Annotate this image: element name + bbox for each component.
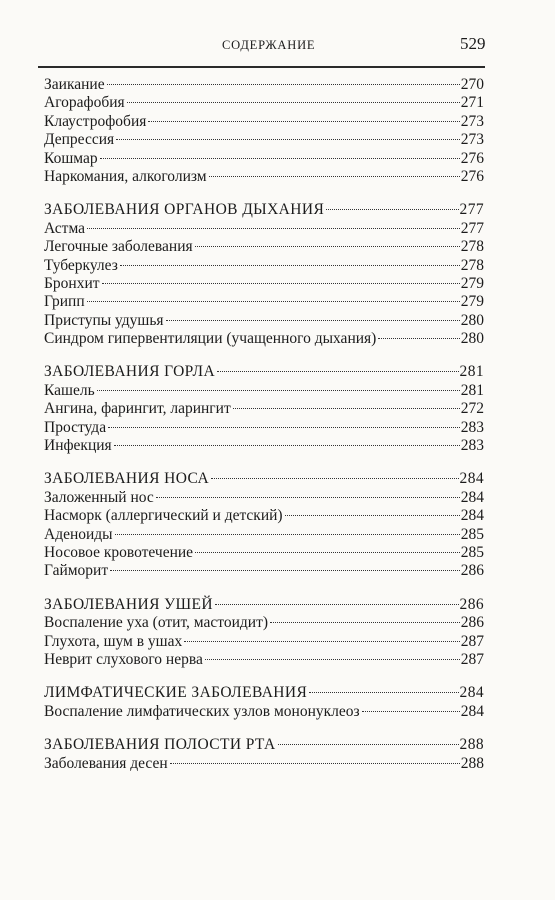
toc-entry: [44, 168, 484, 186]
toc-entry-label: Грипп: [44, 293, 85, 311]
toc-page-number: 286: [460, 562, 484, 580]
toc-entry-label: Кошмар: [44, 149, 98, 167]
dot-leader: [116, 139, 460, 140]
toc-entry-label: Бронхит: [44, 274, 100, 292]
table-of-contents: [44, 76, 484, 788]
dot-leader: [170, 763, 460, 764]
toc-entry: [44, 419, 484, 437]
page-number: 529: [460, 34, 486, 53]
toc-entry-label: Кашель: [44, 381, 95, 399]
toc-entry: [44, 544, 484, 562]
toc-entry: [44, 150, 484, 168]
toc-section: [44, 596, 484, 670]
toc-page-number: 277: [460, 219, 484, 237]
toc-entry: [44, 703, 484, 721]
dot-leader: [309, 692, 458, 693]
toc-entry-label: Заикание: [44, 76, 105, 93]
toc-entry-label: Агорафобия: [44, 94, 125, 112]
dot-leader: [120, 265, 460, 266]
dot-leader: [110, 570, 460, 571]
toc-entry-label: Воспаление лимфатических узлов мононуклеоз: [44, 702, 360, 720]
toc-entry-label: Наркомания, алкоголизм: [44, 167, 207, 185]
toc-page-number: 288: [459, 736, 484, 754]
dot-leader: [102, 283, 460, 284]
toc-entry-label: Астма: [44, 219, 86, 237]
toc-entry-label: Легочные заболевания: [44, 238, 193, 256]
toc-section: [44, 684, 484, 721]
dot-leader: [97, 390, 460, 391]
dot-leader: [215, 604, 459, 605]
toc-entry: [44, 220, 484, 238]
toc-page-number: 278: [460, 238, 484, 256]
toc-entry: [44, 507, 484, 525]
dot-leader: [87, 228, 460, 229]
toc-page-number: 284: [460, 488, 484, 506]
toc-entry: [44, 382, 484, 400]
toc-section: [44, 736, 484, 773]
section-heading-label: ЗАБОЛЕВАНИЯ ПОЛОСТИ РТА: [44, 736, 276, 754]
toc-entry: [44, 257, 484, 275]
toc-page-number: 287: [460, 632, 484, 650]
dot-leader: [278, 744, 459, 745]
running-title: СОДЕРЖАНИЕ: [222, 38, 316, 52]
toc-entry-label: Гайморит: [44, 562, 109, 580]
dot-leader: [378, 338, 459, 339]
dot-leader: [166, 320, 460, 321]
toc-page-number: 277: [459, 201, 484, 219]
dot-leader: [233, 408, 460, 409]
toc-entry-label: Инфекция: [44, 437, 112, 455]
toc-entry: [44, 113, 484, 131]
toc-entry-label: Глухота, шум в ушах: [44, 632, 183, 650]
dot-leader: [362, 711, 460, 712]
dot-leader: [156, 497, 460, 498]
toc-entry: [44, 76, 484, 94]
toc-entry: [44, 437, 484, 455]
dot-leader: [108, 427, 460, 428]
dot-leader: [195, 246, 460, 247]
dot-leader: [87, 301, 460, 302]
toc-entry-label: Заболевания десен: [44, 754, 168, 772]
dot-leader: [285, 515, 460, 516]
toc-entry-label: Насморк (аллергический и детский): [44, 507, 283, 525]
toc-page-number: 273: [460, 131, 484, 149]
dot-leader: [217, 371, 459, 372]
toc-page-number: 279: [460, 274, 484, 292]
dot-leader: [107, 84, 460, 85]
section-heading-label: ЛИМФАТИЧЕСКИЕ ЗАБОЛЕВАНИЯ: [44, 684, 308, 702]
dot-leader: [209, 176, 460, 177]
section-heading: [44, 201, 484, 219]
toc-entry: [44, 293, 484, 311]
dot-leader: [100, 158, 460, 159]
section-heading-label: ЗАБОЛЕВАНИЯ ГОРЛА: [44, 363, 216, 381]
section-heading: [44, 363, 484, 381]
toc-page-number: 279: [460, 293, 484, 311]
toc-page-number: 280: [460, 311, 484, 329]
toc-entry: [44, 238, 484, 256]
toc-section: [44, 363, 484, 455]
toc-page-number: 281: [460, 381, 484, 399]
toc-page-number: 283: [460, 437, 484, 455]
toc-entry: [44, 633, 484, 651]
toc-entry-label: Носовое кровотечение: [44, 543, 194, 561]
toc-section: [44, 76, 484, 186]
toc-page-number: 273: [460, 112, 484, 130]
toc-entry: [44, 651, 484, 669]
toc-entry: [44, 330, 484, 348]
section-heading: [44, 596, 484, 614]
toc-entry: [44, 614, 484, 632]
toc-page-number: 272: [460, 400, 484, 418]
toc-section: [44, 470, 484, 580]
dot-leader: [114, 445, 460, 446]
dot-leader: [148, 121, 459, 122]
section-heading: [44, 684, 484, 702]
toc-page-number: 284: [459, 470, 484, 488]
toc-entry-label: Ангина, фарингит, ларингит: [44, 400, 231, 418]
toc-entry-label: Аденоиды: [44, 525, 113, 543]
section-heading-label: ЗАБОЛЕВАНИЯ ОРГАНОВ ДЫХАНИЯ: [44, 201, 325, 219]
toc-entry-label: Простуда: [44, 418, 107, 436]
toc-page-number: 285: [460, 543, 484, 561]
toc-page-number: 270: [460, 76, 484, 93]
toc-entry-label: Воспаление уха (отит, мастоидит): [44, 614, 269, 632]
dot-leader: [115, 534, 460, 535]
toc-entry: [44, 94, 484, 112]
toc-entry: [44, 526, 484, 544]
toc-page-number: 287: [460, 650, 484, 668]
section-heading: [44, 736, 484, 754]
toc-entry: [44, 131, 484, 149]
toc-entry-label: Неврит слухового нерва: [44, 650, 203, 668]
section-heading-label: ЗАБОЛЕВАНИЯ НОСА: [44, 470, 210, 488]
toc-page-number: 284: [459, 684, 484, 702]
section-heading-label: ЗАБОЛЕВАНИЯ УШЕЙ: [44, 595, 213, 613]
toc-entry: [44, 400, 484, 418]
section-heading: [44, 470, 484, 488]
toc-page-number: 284: [460, 507, 484, 525]
toc-page-number: 286: [459, 595, 484, 613]
toc-entry: [44, 755, 484, 773]
toc-entry-label: Клаустрофобия: [44, 112, 147, 130]
toc-entry: [44, 562, 484, 580]
toc-entry-label: Депрессия: [44, 131, 115, 149]
dot-leader: [326, 209, 458, 210]
dot-leader: [211, 478, 458, 479]
toc-entry: [44, 489, 484, 507]
toc-page-number: 281: [459, 363, 484, 381]
toc-page-number: 276: [460, 167, 484, 185]
toc-page-number: 285: [460, 525, 484, 543]
toc-page-number: 288: [460, 754, 484, 772]
toc-page-number: 283: [460, 418, 484, 436]
toc-page-number: 278: [460, 256, 484, 274]
toc-page-number: 286: [460, 614, 484, 632]
toc-entry: [44, 312, 484, 330]
dot-leader: [195, 552, 460, 553]
toc-entry: [44, 275, 484, 293]
dot-leader: [205, 659, 460, 660]
header-rule: [38, 66, 485, 68]
dot-leader: [127, 102, 460, 103]
toc-entry-label: Приступы удушья: [44, 311, 164, 329]
page-header: [0, 0, 555, 70]
toc-page-number: 276: [460, 149, 484, 167]
toc-section: [44, 201, 484, 348]
dot-leader: [184, 641, 459, 642]
dot-leader: [270, 622, 460, 623]
toc-page-number: 271: [460, 94, 484, 112]
toc-entry-label: Заложенный нос: [44, 488, 154, 506]
toc-entry-label: Синдром гипервентиляции (учащенного дыхания): [44, 330, 377, 348]
toc-page-number: 280: [460, 330, 484, 348]
toc-entry-label: Туберкулез: [44, 256, 118, 274]
toc-page-number: 284: [460, 702, 484, 720]
